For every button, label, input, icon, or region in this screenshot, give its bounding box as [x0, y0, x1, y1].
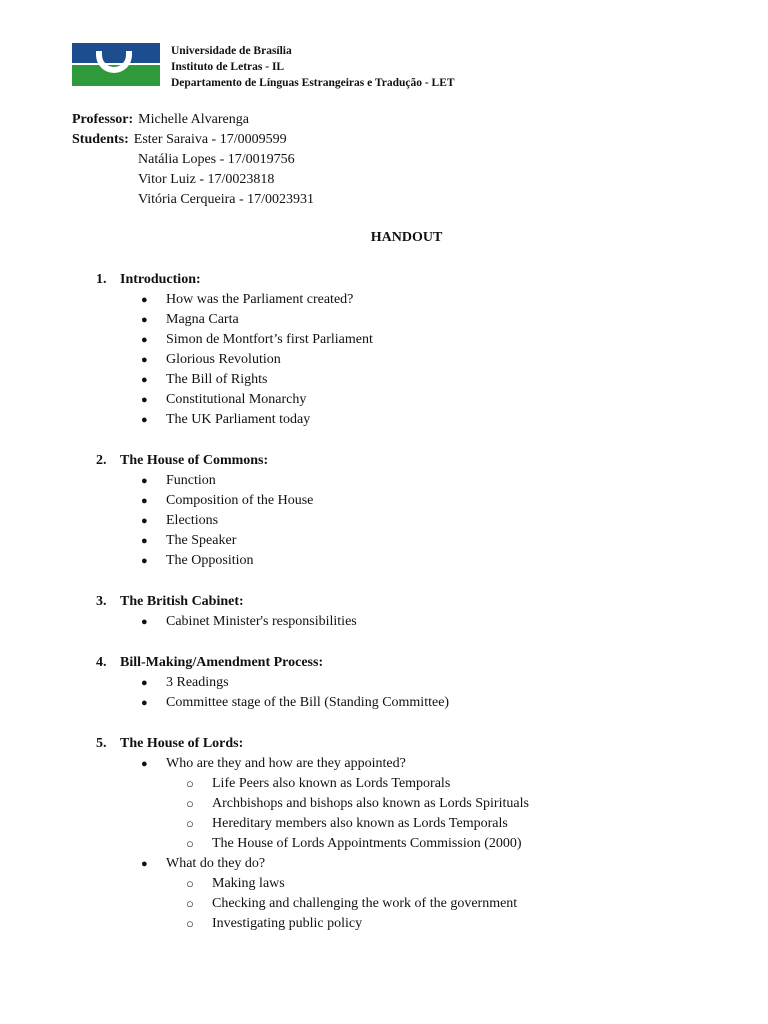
list-item: ● Elections	[141, 511, 529, 531]
sub-list-item: ○ Investigating public policy	[186, 914, 529, 934]
bullet-list	[96, 471, 529, 571]
students-label: Students:	[72, 132, 129, 147]
list-item: ● The UK Parliament today	[141, 410, 529, 430]
sub-list-item: ○ Life Peers also known as Lords Temporals	[186, 774, 529, 794]
list-item: ● Function	[141, 471, 529, 491]
list-item: ● The Speaker	[141, 531, 529, 551]
sub-list-item: ○ Hereditary members also known as Lords Temporals	[186, 814, 529, 834]
student-name: Vitória Cerqueira - 17/0023931	[138, 192, 315, 207]
student-name: Vitor Luiz - 17/0023818	[138, 172, 275, 187]
section	[96, 270, 529, 430]
list-item: ● Composition of the House	[141, 491, 529, 511]
list-item-text: What do they do?	[166, 856, 266, 871]
sub-list	[166, 874, 529, 934]
sub-list-item: ○ Checking and challenging the work of the government	[186, 894, 529, 914]
institution-block	[171, 43, 455, 91]
professor-name: Michelle Alvarenga	[138, 112, 249, 127]
list-item: ● Committee stage of the Bill (Standing Committee)	[141, 693, 529, 713]
section-number: 2.	[96, 453, 107, 468]
bullet-list	[96, 290, 529, 430]
section	[96, 653, 529, 713]
students-row	[72, 130, 314, 150]
student-name: Natália Lopes - 17/0019756	[138, 152, 295, 167]
section-title: Bill-Making/Amendment Process:	[120, 655, 324, 670]
section-title: Introduction:	[120, 272, 201, 287]
bullet-list	[96, 673, 529, 713]
professor-row	[72, 110, 314, 130]
sub-list-item: ○ The House of Lords Appointments Commission (2000)	[186, 834, 529, 854]
list-item-text: Who are they and how are they appointed?	[166, 756, 406, 771]
section-title: The House of Commons:	[120, 453, 269, 468]
sub-list-item: ○ Archbishops and bishops also known as Lords Spirituals	[186, 794, 529, 814]
section	[96, 734, 529, 934]
list-item: ● The Opposition	[141, 551, 529, 571]
list-item: ● The Bill of Rights	[141, 370, 529, 390]
professor-label: Professor:	[72, 112, 134, 127]
list-item: ● Cabinet Minister's responsibilities	[141, 612, 529, 632]
bullet-list	[96, 754, 529, 934]
institute-name: Instituto de Letras - IL	[171, 61, 285, 73]
list-item: ● Constitutional Monarchy	[141, 390, 529, 410]
list-item: ● 3 Readings	[141, 673, 529, 693]
section-title: The House of Lords:	[120, 736, 244, 751]
sub-list	[166, 774, 529, 854]
sub-list-item: ○ Making laws	[186, 874, 529, 894]
section-title: The British Cabinet:	[120, 594, 244, 609]
section-number: 5.	[96, 736, 107, 751]
list-item: ● How was the Parliament created?	[141, 290, 529, 310]
outline	[96, 270, 529, 955]
list-item	[141, 754, 529, 854]
document-title: HANDOUT	[370, 230, 443, 245]
people-block	[72, 110, 314, 210]
section	[96, 592, 529, 632]
list-item: ● Glorious Revolution	[141, 350, 529, 370]
section-number: 4.	[96, 655, 107, 670]
student-name: Ester Saraiva - 17/0009599	[133, 132, 287, 147]
section-number: 3.	[96, 594, 107, 609]
section	[96, 451, 529, 571]
university-logo	[72, 43, 160, 86]
list-item: ● Simon de Montfort’s first Parliament	[141, 330, 529, 350]
department-name: Departamento de Línguas Estrangeiras e Tradução - LET	[171, 77, 455, 89]
list-item: ● Magna Carta	[141, 310, 529, 330]
list-item	[141, 854, 529, 934]
section-number: 1.	[96, 272, 107, 287]
document-header	[72, 43, 455, 91]
bullet-list	[96, 612, 529, 632]
university-name: Universidade de Brasília	[171, 45, 292, 57]
